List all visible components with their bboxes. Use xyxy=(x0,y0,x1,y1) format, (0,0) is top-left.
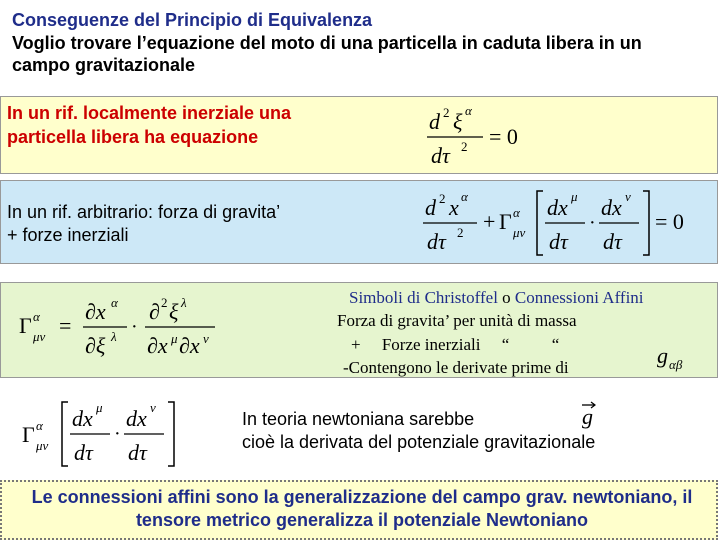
svg-text:=: = xyxy=(59,313,72,338)
svg-text:dτ: dτ xyxy=(427,229,446,254)
svg-text:dτ: dτ xyxy=(431,143,450,168)
svg-text:αβ: αβ xyxy=(669,357,683,372)
metric-tensor-symbol xyxy=(653,345,703,375)
svg-text:∂x: ∂x xyxy=(179,333,200,358)
svg-text:μ: μ xyxy=(96,400,103,415)
svg-text:2: 2 xyxy=(439,191,446,206)
svg-text:∂ξ: ∂ξ xyxy=(85,333,106,358)
svg-text:g: g xyxy=(657,345,668,368)
svg-text:dx: dx xyxy=(72,406,93,431)
svg-text:= 0: = 0 xyxy=(489,124,518,149)
svg-text:dx: dx xyxy=(601,195,622,220)
newton-line2: cioè la derivata del potenziale gravitazionale xyxy=(242,432,596,452)
svg-text:d: d xyxy=(429,109,440,134)
conclusion-box xyxy=(0,480,718,540)
svg-text:∂x: ∂x xyxy=(85,299,106,324)
conclusion-text: Le connessioni affini sono la generalizzazione del campo grav. newtoniano, il tensore metrico generalizza il potenziale Newtoniano xyxy=(31,487,693,530)
svg-text:α: α xyxy=(461,189,468,204)
svg-text:μν: μν xyxy=(33,329,46,344)
page-title: Conseguenze del Principio di Equivalenza xyxy=(12,10,373,30)
svg-text:2: 2 xyxy=(457,225,464,240)
svg-text:·: · xyxy=(114,423,121,445)
svg-text:μν: μν xyxy=(36,438,49,453)
g-vector-symbol xyxy=(576,398,600,432)
svg-text:ξ: ξ xyxy=(169,299,179,324)
svg-text:α: α xyxy=(465,103,472,118)
svg-text:dτ: dτ xyxy=(128,440,147,465)
svg-text:dτ: dτ xyxy=(74,440,93,465)
newton-line1: In teoria newtoniana sarebbe xyxy=(242,409,475,429)
svg-text:·: · xyxy=(131,316,138,338)
inertial-forces-text: + Forze inerziali “ “ xyxy=(351,335,560,354)
metric-derivatives-text: -Contengono le derivate prime di xyxy=(343,358,569,377)
svg-text:·: · xyxy=(589,212,596,234)
arbitrary-frame-box xyxy=(0,180,718,264)
svg-text:μ: μ xyxy=(571,189,578,204)
svg-text:μ: μ xyxy=(171,331,178,346)
svg-text:dx: dx xyxy=(126,406,147,431)
svg-text:Γ: Γ xyxy=(499,209,512,234)
christoffel-title: Simboli di Christoffel o Connessioni Affini xyxy=(349,288,644,307)
inertial-frame-box xyxy=(0,96,718,174)
svg-text:α: α xyxy=(36,418,43,433)
svg-text:d: d xyxy=(425,195,436,220)
arbitrary-frame-line2: + forze inerziali xyxy=(7,225,129,245)
geodesic-force-term xyxy=(18,398,188,470)
geodesic-equation xyxy=(419,185,699,261)
svg-text:α: α xyxy=(513,205,520,220)
svg-text:dx: dx xyxy=(547,195,568,220)
gravity-force-text: Forza di gravita’ per unità di massa xyxy=(337,311,577,330)
svg-text:+: + xyxy=(483,209,496,234)
svg-text:μν: μν xyxy=(513,225,526,240)
svg-text:α: α xyxy=(33,309,40,324)
arbitrary-frame-line1: In un rif. arbitrario: forza di gravita’ xyxy=(7,202,281,222)
svg-text:2: 2 xyxy=(161,295,168,310)
svg-text:ξ: ξ xyxy=(453,109,463,134)
svg-text:= 0: = 0 xyxy=(655,209,684,234)
svg-text:α: α xyxy=(111,295,118,310)
christoffel-box xyxy=(0,282,718,378)
svg-text:ν: ν xyxy=(203,331,209,346)
christoffel-definition xyxy=(13,287,223,373)
svg-text:dτ: dτ xyxy=(549,229,568,254)
free-particle-equation xyxy=(421,99,551,173)
svg-text:∂x: ∂x xyxy=(147,333,168,358)
svg-text:x: x xyxy=(449,195,459,220)
svg-text:ν: ν xyxy=(150,400,156,415)
svg-text:ν: ν xyxy=(625,189,631,204)
svg-text:dτ: dτ xyxy=(603,229,622,254)
page-subtitle: Voglio trovare l’equazione del moto di una particella in caduta libera in un campo gravitazionale xyxy=(12,33,642,75)
inertial-frame-text: In un rif. localmente inerziale una particella libera ha equazione xyxy=(7,103,292,147)
svg-text:2: 2 xyxy=(443,105,450,120)
svg-text:Γ: Γ xyxy=(19,313,32,338)
svg-text:g: g xyxy=(582,404,593,429)
svg-text:Γ: Γ xyxy=(22,422,35,447)
svg-text:λ: λ xyxy=(111,329,117,344)
svg-text:2: 2 xyxy=(461,139,468,154)
svg-text:∂: ∂ xyxy=(149,299,160,324)
svg-text:λ: λ xyxy=(181,295,187,310)
